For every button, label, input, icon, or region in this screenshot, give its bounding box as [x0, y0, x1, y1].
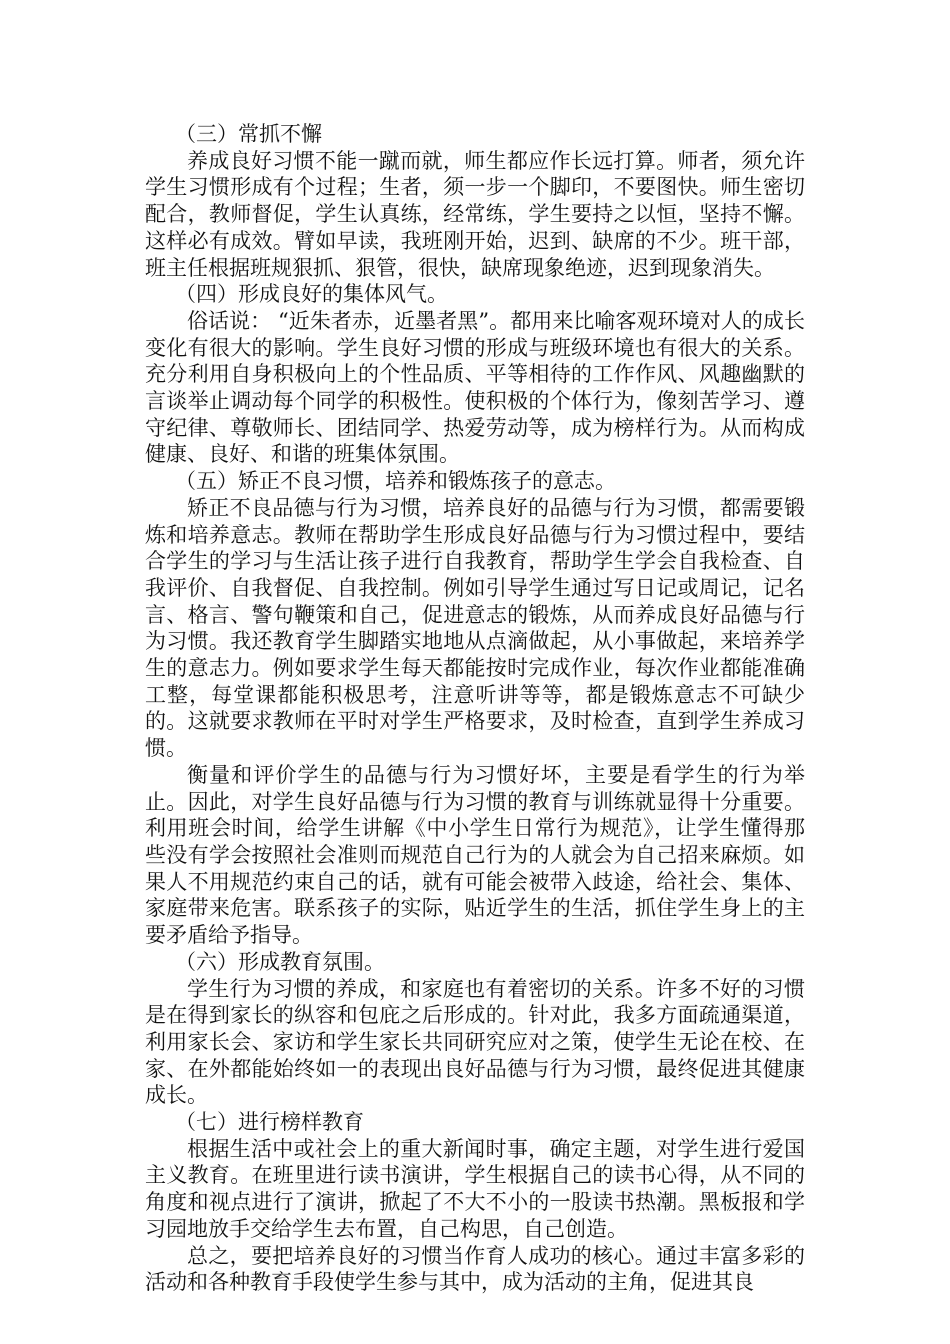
paragraph: 总之，要把培养良好的习惯当作育人成功的核心。通过丰富多彩的活动和各种教育手段使学生参与其中，成为活动的主角，促进其良: [145, 1243, 805, 1295]
paragraph: 学生行为习惯的养成，和家庭也有着密切的关系。许多不好的习惯是在得到家长的纵容和包庇之后形成的。针对此，我多方面疏通渠道，利用家长会、家访和学生家长共同研究应对之策，使学生无论在校、在家、在外都能始终如一的表现出良好品德与行为习惯，最终促进其健康成长。: [145, 976, 805, 1108]
paragraph: 养成良好习惯不能一蹴而就，师生都应作长远打算。师者，须允许学生习惯形成有个过程；生者，须一步一个脚印，不要图快。师生密切配合，教师督促，学生认真练，经常练，学生要持之以恒，坚持不懈。这样必有成效。臂如早读，我班刚开始，迟到、缺席的不少。班干部，班主任根据班规狠抓、狠管，很快，缺席现象绝迹，迟到现象消失。: [145, 148, 805, 280]
paragraph: 矫正不良品德与行为习惯，培养良好的品德与行为习惯，都需要锻炼和培养意志。教师在帮助学生形成良好品德与行为习惯过程中，要结合学生的学习与生活让孩子进行自我教育，帮助学生学会自我检查、自我评价、自我督促、自我控制。例如引导学生通过写日记或周记，记名言、格言、警句鞭策和自己，促进意志的锻炼，从而养成良好品德与行为习惯。我还教育学生脚踏实地地从点滴做起，从小事做起，来培养学生的意志力。例如要求学生每天都能按时完成作业，每次作业都能准确工整，每堂课都能积极思考，注意听讲等等，都是锻炼意志不可缺少的。这就要求教师在平时对学生严格要求，及时检查，直到学生养成习惯。: [145, 495, 805, 761]
section-heading-3: （三）常抓不懈: [175, 122, 322, 146]
section-heading-6: （六）形成教育氛围。: [175, 949, 385, 974]
section-heading-7: （七）进行榜样教育: [175, 1110, 364, 1135]
paragraph: 俗话说： “近朱者赤，近墨者黑”。都用来比喻客观环境对人的成长变化有很大的影响。学生良好习惯的形成与班级环境也有很大的关系。充分利用自身积极向上的个性品质、平等相待的工作作风、风趣幽默的言谈举止调动每个同学的积极性。使积极的个体行为，像刻苦学习、遵守纪律、尊敬师长、团结同学、热爱劳动等，成为榜样行为。从而构成健康、良好、和谐的班集体氛围。: [145, 308, 805, 467]
section-heading-4: （四）形成良好的集体风气。: [175, 282, 448, 307]
paragraph: 根据生活中或社会上的重大新闻时事，确定主题，对学生进行爱国主义教育。在班里进行读书演讲，学生根据自己的读书心得，从不同的角度和视点进行了演讲，掀起了不大不小的一股读书热潮。黑板报和学习园地放手交给学生去布置，自己构思，自己创造。: [145, 1136, 805, 1241]
paragraph: 衡量和评价学生的品德与行为习惯好坏，主要是看学生的行为举止。因此，对学生良好品德与行为习惯的教育与训练就显得十分重要。利用班会时间，给学生讲解《中小学生日常行为规范》，让学生懂得那些没有学会按照社会准则而规范自己行为的人就会为自己招来麻烦。如果人不用规范约束自己的话，就有可能会被带入歧途，给社会、集体、家庭带来危害。联系孩子的实际，贴近学生的生活，抓住学生身上的主要矛盾给予指导。: [145, 762, 805, 948]
document-page: [145, 121, 805, 1296]
section-heading-5: （五）矫正不良习惯，培养和锻炼孩子的意志。: [175, 469, 616, 494]
